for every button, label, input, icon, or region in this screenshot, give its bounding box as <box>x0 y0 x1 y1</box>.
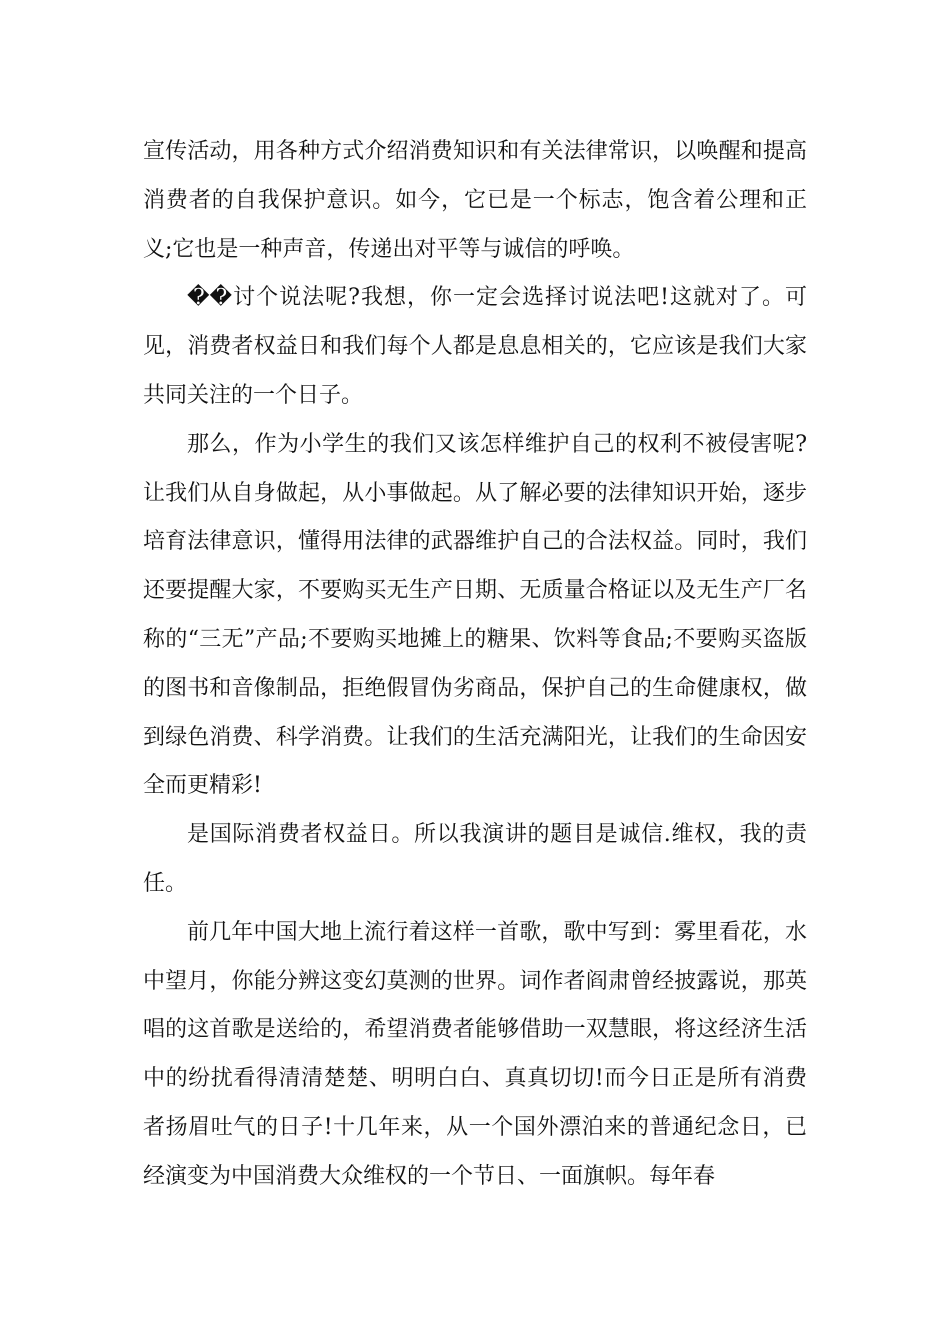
paragraph-consumer-rights-day: ��讨个说法呢?我想，你一定会选择讨说法吧!这就对了。可见，消费者权益日和我们每个人都是息息相关的，它应该是我们大家共同关注的一个日子。 <box>143 285 807 408</box>
paragraph-song-story: 前几年中国大地上流行着这样一首歌，歌中写到：雾里看花，水中望月，你能分辨这变幻莫测的世界。词作者阎肃曾经披露说，那英唱的这首歌是送给的，希望消费者能够借助一双慧眼，将这经济生活中的纷扰看得清清楚楚、明明白白、真真切切!而今日正是所有消费者扬眉吐气的日子!十几年来，从一个国外漂泊来的普通纪念日，已经演变为中国消费大众维权的一个节日、一面旗帜。每年春 <box>143 919 807 1189</box>
paragraph-continuation: 宣传活动，用各种方式介绍消费知识和有关法律常识，以唤醒和提高消费者的自我保护意识。如今，它已是一个标志，饱含着公理和正义;它也是一种声音，传递出对平等与诚信的呼唤。 <box>143 139 807 262</box>
paragraph-speech-title: 是国际消费者权益日。所以我演讲的题目是诚信.维权，我的责任。 <box>143 822 807 896</box>
paragraph-students-protect-rights: 那么，作为小学生的我们又该怎样维护自己的权利不被侵害呢?让我们从自身做起，从小事做起。从了解必要的法律知识开始，逐步培育法律意识，懂得用法律的武器维护自己的合法权益。同时，我们还要提醒大家，不要购买无生产日期、无质量合格证以及无生产厂名称的“三无”产品;不要购买地摊上的糖果、饮料等食品;不要购买盗版的图书和音像制品，拒绝假冒伪劣商品，保护自己的生命健康权，做到绿色消费、科学消费。让我们的生活充满阳光，让我们的生命因安全而更精彩! <box>143 431 807 799</box>
document-body <box>143 128 807 1202</box>
